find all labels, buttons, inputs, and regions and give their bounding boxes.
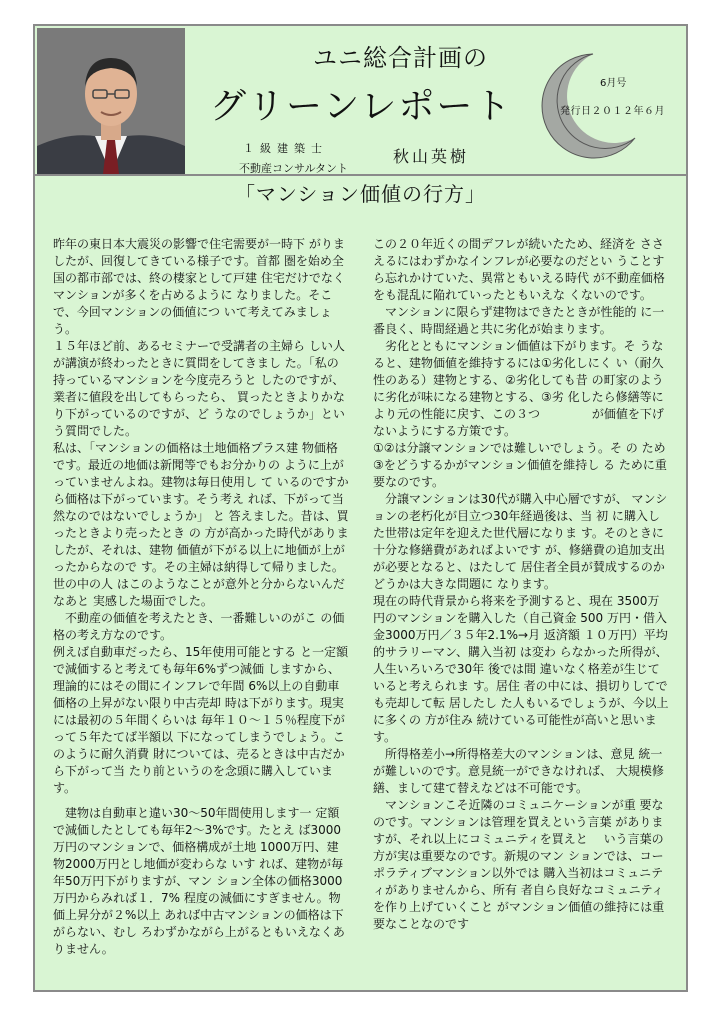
issue-label: 6月号 [600,78,627,89]
author-name: 秋山英樹 [393,147,470,166]
article-title: 「マンション価値の行方」 [234,182,487,206]
paragraph: 分譲マンションは30代が購入中心層ですが、 マンションの老朽化が目立つ30年経過後は、当 初 に購入した世帯は定年を迎えた世代層になりま す。そのときに十分な修繕費があればよいです が、修繕費の追加支出が必要となると、はたして 居住者全員が賛成するのかどうかは大きな問題に なります。 [373,492,668,591]
paragraph: 昨年の東日本大震災の影響で住宅需要が一時下 がりましたが、回復してきている様子です。首都 圏を始め全国の都市部では、終の棲家として戸建 住宅だけでなくマンションが多くを占めるように なりました。そこで、今回マンションの価値につ いて考えてみましょう。 [53,237,345,336]
paragraph: この２０年近くの間デフレが続いたため、経済を ささえるにはわずかなインフレが必要なのだとい うことすら忘れかけていた、異常ともいえる時代 が不動産価格をも混乱に陥れていったともいえな くないのです。 [373,237,665,302]
newsletter-header [35,26,686,176]
paragraph: マンションに限らず建物はできたときが性能的 に一番良く、時間経過と共に劣化が始まります。 [373,305,665,336]
article-right-column [373,236,669,933]
paragraph: マンションこそ近隣のコミュニケーションが重 要なのです。マンションは管理を買えという言葉 がありますが、それ以上にコミュニティを買えと いう言葉の方が実は重要なのです。新規のマン ションでは、コーポラティブマンション以外では 購入当初はコミュニティがありませんから、所有 者自ら良好なコミュニティを作り上げていくこと がマンション価値の維持には重要なことなのです [373,798,665,931]
paragraph: 例えば自動車だったら、15年使用可能とする と一定額で減価すると考えても毎年6%ずつ減価 しますから、理論的にはその間にインフレで年間 6%以上の自動車価格の上昇がない限り中古売却 時は下がります。現実には最初の５年間くらいは 毎年１０～１５％程度下がって５年たてば半額以 下になってしまうでしょう。このように耐久消費 財については、売るときは中古だから下がって当 たり前というのを念頭に購入しています。 [53,645,349,795]
paragraph: 所得格差小→所得格差大のマンションは、意見 統一が難しいのです。意見統一ができなければ、 大規模修繕、まして建て替えなどは不可能です。 [373,747,664,795]
paragraph: ①②は分譲マンションでは難しいでしょう。そ の ため③をどうするかがマンション価値を維持し る ために重要なのです。 [373,441,667,489]
publication-date: 発行日２０１２年６月 [560,106,665,117]
paragraph: 現在の時代背景から将来を予測すると、現在 3500万円のマンションを購入した（自己資金 500 万円・借入金3000万円／３５年2.1%→月 返済額 １０万円）平均的サラリーマン、購入当初 は変わ らなかった所得が、人生いろいろで30年 後では間 違いなく格差が生じていると考えられま す。居住 者の中には、損切りしてでも売却して転 居したし た人もいるでしょうが、今以上に多くの 方が住み 続けている可能性が高いと思います。 [373,594,669,744]
newsletter-frame [33,24,688,992]
author-specialty: 不動産コンサルタント [239,162,349,175]
author-credential: １級建築士 [243,142,328,155]
paragraph: 劣化とともにマンション価値は下がります。そ うなると、建物価値を維持するには①劣化しにく い（耐久性のある）建物とする、②劣化しても昔 の町家のように劣化が味になる建物とする、③劣 化したら修繕等により元の性能に戻す、この３つ が価値を下げないようにする方策です。 [373,339,664,438]
article-left-column [53,236,349,958]
paragraph: 建物は自動車と違い30～50年間使用します一 定額で減価したとしても毎年2～3%です。たとえ ば3000万円のマンションで、価格構成が土地 1000万円、建物2000万円とし地価が変わらな いす れば、建物が毎年50万円下がりますが、マン ション全体の価格3000万円からみれば１．7% 程度の減価にすぎません。物価上昇分が２%以上 あれば中古マンションの価格は下がらない、むし ろわずかながら上がるともいえなくありません。 [53,806,345,956]
paragraph: 不動産の価値を考えたとき、一番難しいのがこ の価格の考え方なのです。 [53,611,345,642]
newsletter-title: グリーンレポート [210,86,513,127]
series-title-text: ユニ総合計画の [313,44,488,72]
paragraph: １５年ほど前、あるセミナーで受講者の主婦ら しい人が講演が終わったときに質問をしてきまし た。「私の持っているマンションを今度売ろうと したのですが、業者に値段を出してもらったら、 買ったときよりかなり下がっているのですが、ど うなのでしょうか」という質問でした。 [53,339,345,438]
paragraph: 私は、「マンションの価格は土地価格プラス建 物価格です。最近の地価は新聞等でもお分かりの ように上がっていませんよね。建物は毎日使用し て いるのですから価格は下がっています。そう考え れば、下がって当然なのではないでしょうか」 と 答えました。昔は、買ったときより売ったとき の 方が高かった時代がありましたが、それは、建物 価値が下がる以上に地価が上がったからなので す。その主婦は納得して帰りました。世の中の人 はこのようなことが意外と分からないんだなあと 実感した場面でした。 [53,441,349,608]
